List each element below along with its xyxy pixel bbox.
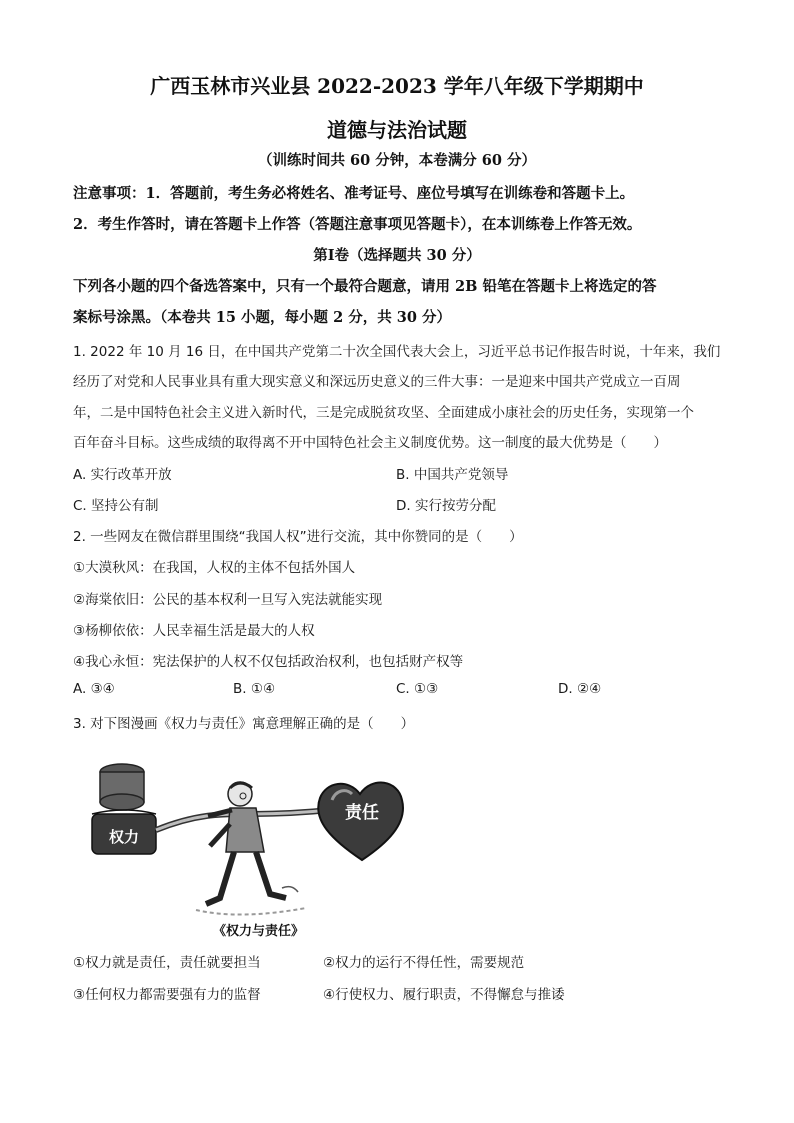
exam-subtitle: （训练时间共 60 分钟，本卷满分 60 分） — [257, 152, 537, 169]
q3-statement-2: ②权力的运行不得任性，需要规范 — [323, 955, 525, 971]
q3-statement-1: ①权力就是责任，责任就要担当 — [73, 955, 261, 971]
q1-option-d: D. 实行按劳分配 — [396, 498, 496, 514]
q2-option-d: D. ②④ — [558, 681, 602, 697]
q2-option-b: B. ①④ — [233, 681, 276, 697]
exam-title-line1: 广西玉林市兴业县 2022-2023 学年八年级下学期期中 — [150, 74, 644, 98]
cartoon-label-duty: 责任 — [345, 803, 379, 823]
cartoon-label-power: 权力 — [108, 828, 140, 846]
q3-stem: 3. 对下图漫画《权力与责任》寓意理解正确的是（ ） — [73, 716, 415, 732]
section-instruction-1: 下列各小题的四个备选答案中，只有一个最符合题意，请用 2B 铅笔在答题卡上将选定的答 — [73, 278, 657, 295]
q2-statement-4: ④我心永恒：宪法保护的人权不仅包括政治权利，也包括财产权等 — [73, 654, 464, 670]
q2-statement-1: ①大漠秋风：在我国，人权的主体不包括外国人 — [73, 560, 356, 576]
exam-title-line2: 道德与法治试题 — [327, 118, 467, 142]
q2-option-a: A. ③④ — [73, 681, 115, 697]
q2-statement-3: ③杨柳依依：人民幸福生活是最大的人权 — [73, 623, 315, 639]
note-1: 注意事项：1．答题前，考生务必将姓名、准考证号、座位号填写在训练卷和答题卡上。 — [73, 185, 635, 202]
q1-option-a: A. 实行改革开放 — [73, 467, 172, 483]
q1-stem-line1: 1. 2022 年 10 月 16 日，在中国共产党第二十次全国代表大会上，习近平总书记作报告时说，十年来，我们 — [73, 344, 721, 360]
q1-option-b: B. 中国共产党领导 — [396, 467, 509, 483]
section-title: 第Ⅰ卷（选择题共 30 分） — [313, 247, 481, 264]
section-instruction-2: 案标号涂黑。（本卷共 15 小题，每小题 2 分，共 30 分） — [73, 309, 451, 326]
q2-statement-2: ②海棠依旧：公民的基本权利一旦写入宪法就能实现 — [73, 592, 383, 608]
q1-stem-line2: 经历了对党和人民事业具有重大现实意义和深远历史意义的三件大事：一是迎来中国共产党成立一百周 — [73, 374, 681, 390]
cartoon-caption: 《权力与责任》 — [213, 924, 305, 939]
q1-stem-line3: 年，二是中国特色社会主义进入新时代，三是完成脱贫攻坚、全面建成小康社会的历史任务，实现第一个 — [73, 405, 694, 421]
q2-option-c: C. ①③ — [396, 681, 439, 697]
q3-statement-3: ③任何权力都需要强有力的监督 — [73, 987, 261, 1003]
q3-statement-4: ④行使权力、履行职责，不得懈怠与推诿 — [323, 987, 565, 1003]
note-2: 2．考生作答时，请在答题卡上作答（答题注意事项见答题卡），在本训练卷上作答无效。 — [73, 216, 642, 233]
q1-option-c: C. 坚持公有制 — [73, 498, 159, 514]
q2-stem: 2. 一些网友在微信群里围绕“我国人权”进行交流，其中你赞同的是（ ） — [73, 529, 523, 545]
q1-stem-line4: 百年奋斗目标。这些成绩的取得离不开中国特色社会主义制度优势。这一制度的最大优势是（ ） — [73, 435, 667, 451]
power-and-duty-cartoon — [80, 748, 420, 920]
